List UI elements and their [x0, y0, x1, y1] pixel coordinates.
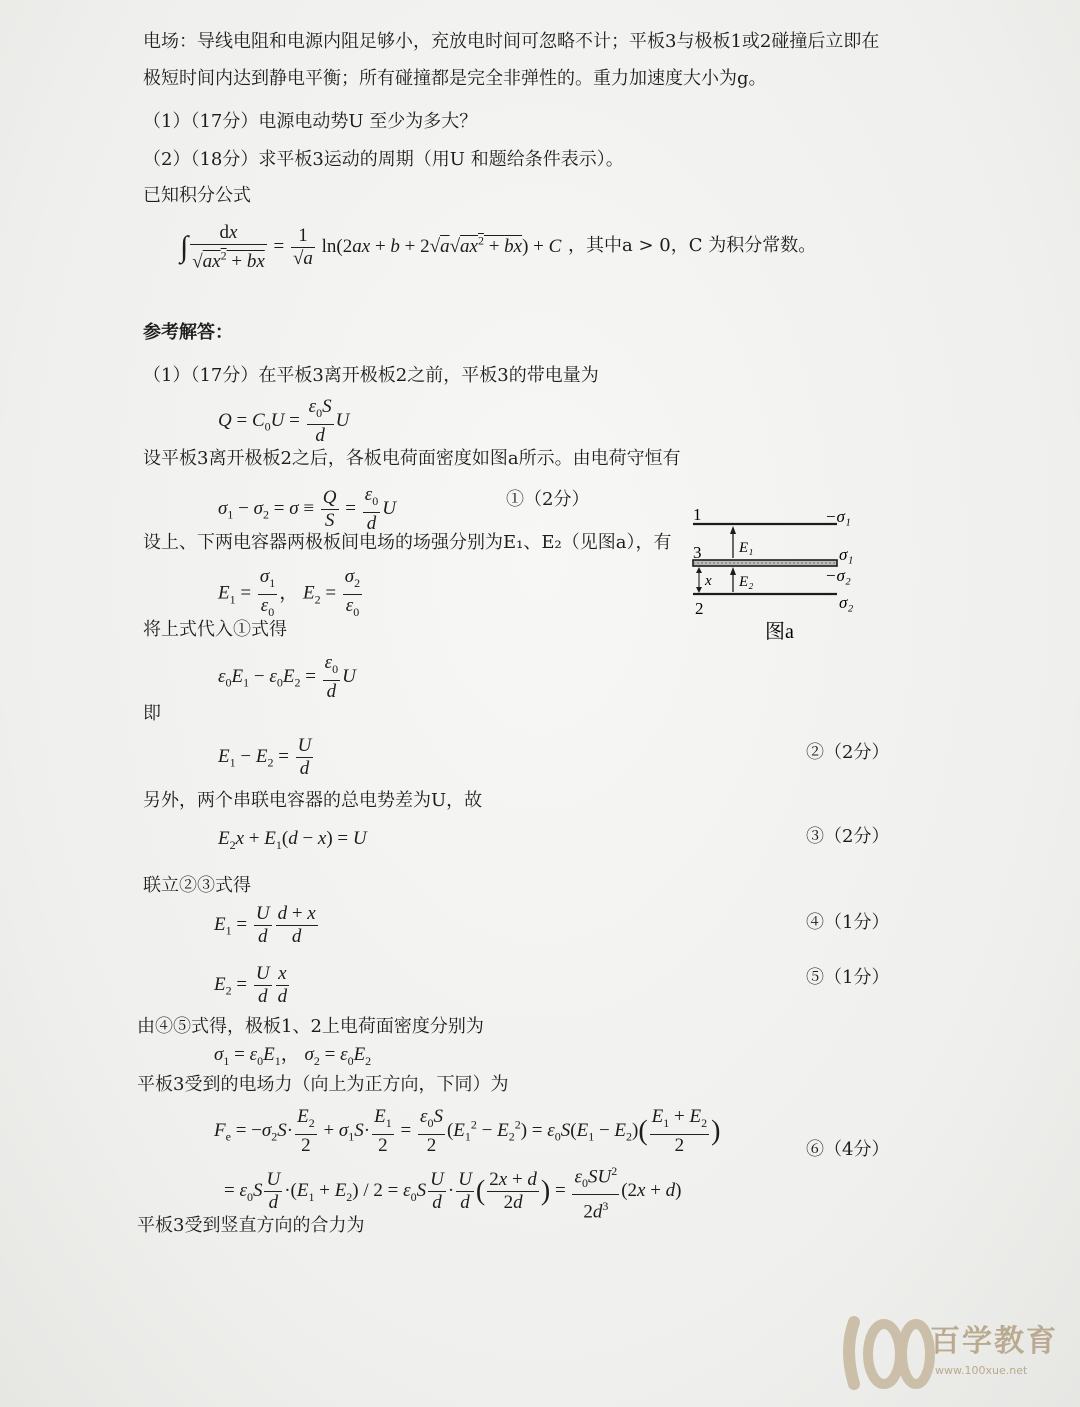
answer-step-2: 设平板3离开极板2之后，各板电荷面密度如图a所示。由电荷守恒有: [143, 448, 681, 469]
e1-label: E₁: [739, 540, 754, 556]
equation-1: $\sigma_1 - \sigma_2 = \sigma$ ≡ $\frac{Q}{S}$ = $\frac{\varepsilon_0}{d}$ U: [218, 484, 396, 534]
e2-label: E₂: [739, 574, 754, 590]
answer-step-4: 将上式代入①式得: [143, 619, 287, 640]
integral-condition: ，其中a > 0，C 为积分常数。: [568, 235, 817, 256]
question-1: （1）（17分）电源电动势U 至少为多大？: [143, 111, 478, 132]
sigma-top-label: −σ₁: [825, 507, 851, 526]
plate-1-label: 1: [693, 505, 702, 524]
plate-2-label: 2: [695, 599, 704, 618]
density-equations: $\sigma_1 = \varepsilon_0E_1$， $\sigma_2 = \varepsilon_0E_2$: [214, 1044, 372, 1068]
problem-line-1: 电场：导线电阻和电源内阻足够小，充放电时间可忽略不计；平板3与极板1或2碰撞后立即在: [143, 31, 880, 52]
problem-line-2: 极短时间内达到静电平衡；所有碰撞都是完全非弹性的。重力加速度大小为g。: [143, 68, 767, 89]
sigma-bot-label: σ₂: [839, 593, 854, 612]
charge-equation: $Q = C_0U$ = $\frac{\varepsilon_0S}{d}$ U: [218, 396, 350, 446]
watermark-url: www.100xue.net: [935, 1364, 1028, 1377]
answer-step-1: （1）（17分）在平板3离开极板2之前，平板3的带电量为: [143, 365, 599, 386]
mark-4: ④（1分）: [806, 912, 890, 933]
integral-formula: ∫ $\frac{dx}{√ax^2 + bx}$ = $\frac{1}{√a}$ $\ln(2ax + b + 2√a√ax^2 + bx) + C$: [180, 222, 562, 273]
answer-step-6: 另外，两个串联电容器的总电势差为U，故: [143, 790, 483, 811]
figure-caption: 图a: [765, 621, 794, 643]
field-equations: $E_1$ = $\frac{\sigma_1}{\varepsilon_0}$ ， $E_2$ = $\frac{\sigma_2}{\varepsilon_0}$: [218, 566, 361, 619]
mark-1: ①（2分）: [506, 489, 590, 510]
answer-step-10: 平板3受到竖直方向的合力为: [137, 1215, 365, 1236]
mark-2: ②（2分）: [806, 742, 890, 763]
plate-3-label: 3: [693, 543, 702, 562]
equation-6-line-1: $F_e = -\sigma_2S\cdot$ $\frac{E_2}{2}$ + $\sigma_1S\cdot$ $\frac{E_1}{2}$ = $\frac{\varepsilon_0S}{2}$ $(E_1^2 - E_2^2) = \varepsilon_0S(E_1 - E_2)$( $\frac{E_1 + E_2}{2}$ ): [214, 1106, 721, 1156]
equation-3: $E_2x + E_1(d - x) = U$: [218, 828, 367, 852]
equation-2: $E_1 - E_2$ = $\frac{U}{d}$: [218, 735, 312, 779]
equation-5: $E_2$ = $\frac{U}{d}$ $\frac{x}{d}$: [214, 963, 288, 1007]
answer-step-8: 由④⑤式得，极板1、2上电荷面密度分别为: [137, 1016, 484, 1037]
mark-3: ③（2分）: [806, 826, 890, 847]
equation-4: $E_1$ = $\frac{U}{d}$ $\frac{d + x}{d}$: [214, 903, 316, 947]
x-label: x: [705, 573, 712, 589]
answer-step-9: 平板3受到的电场力（向上为正方向，下同）为: [137, 1074, 509, 1095]
sigma-3bot-label: −σ₂: [825, 566, 851, 585]
substitution-equation: $\varepsilon_0E_1 - \varepsilon_0E_2$ = $\frac{\varepsilon_0}{d}$ U: [218, 652, 356, 702]
mark-6: ⑥（4分）: [806, 1139, 890, 1160]
sigma-3top-label: σ₁: [839, 545, 854, 564]
question-2: （2）（18分）求平板3运动的周期（用U 和题给条件表示）。: [143, 149, 624, 170]
figure-a: [685, 500, 875, 650]
integral-intro: 已知积分公式: [143, 185, 251, 206]
answer-step-3: 设上、下两电容器两极板间电场的场强分别为E₁、E₂（见图a），有: [143, 532, 672, 553]
equation-6-line-2: = $\varepsilon_0S$ $\frac{U}{d}$ $\cdot(E_1 + E_2) / 2 = \varepsilon_0S$ $\frac{U}{d}$ · $\frac{U}{d}$ ( $\frac{2x + d}{2d}$ ) = $\frac{\varepsilon_0SU^2}{2d^3}$ (2x + d): [224, 1160, 682, 1223]
mark-5: ⑤（1分）: [806, 967, 890, 988]
answer-heading: 参考解答：: [143, 322, 233, 343]
watermark-name: 百学教育: [930, 1324, 1058, 1359]
answer-step-5: 即: [143, 703, 161, 724]
answer-step-7: 联立②③式得: [143, 875, 251, 896]
